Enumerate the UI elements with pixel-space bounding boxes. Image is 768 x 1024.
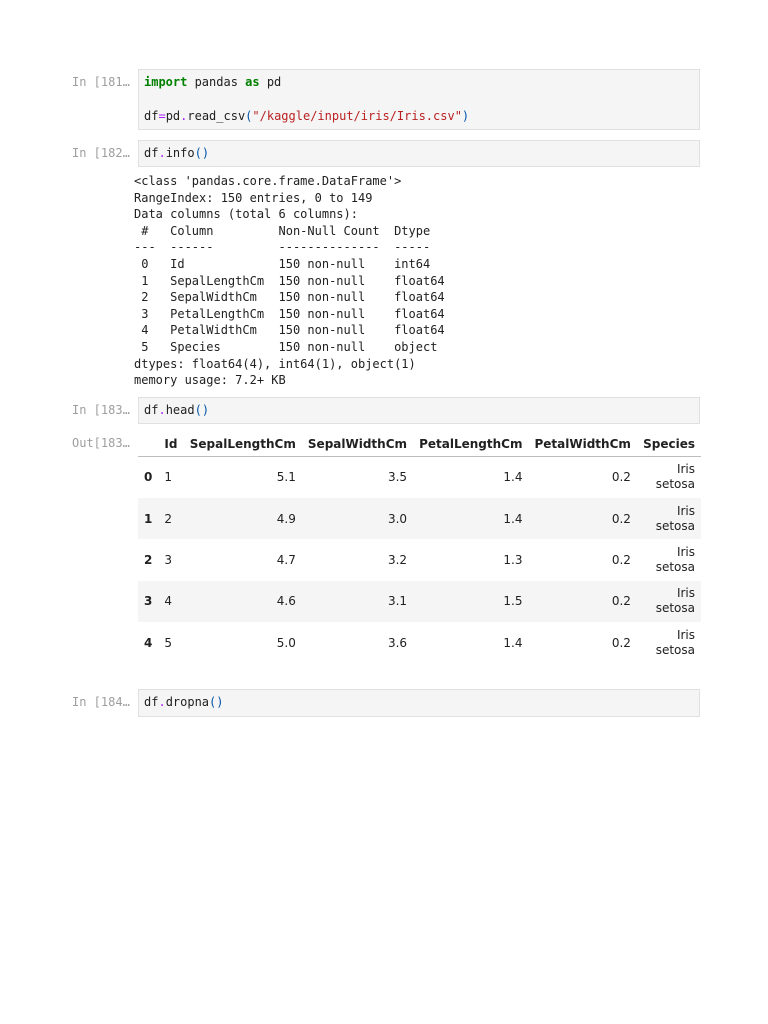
col-header-sepal-width: SepalWidthCm [302, 432, 413, 457]
cell-183-prompt: In [183… [72, 403, 130, 417]
dataframe-output [138, 432, 701, 672]
cell-sepal-width: 3.2 [387, 552, 408, 567]
cell-sepal-length: 4.9 [276, 511, 296, 526]
table-row [138, 539, 701, 580]
cell-petal-width: 0.2 [611, 511, 631, 526]
cell-sepal-width: 3.0 [387, 511, 408, 526]
cell-181-prompt: In [181… [72, 75, 130, 89]
cell-species: Iris setosa [655, 544, 695, 574]
col-header-petal-width: PetalWidthCm [528, 432, 636, 457]
col-header-index [138, 432, 158, 457]
cell-id: 3 [164, 552, 173, 567]
row-index: 2 [144, 552, 153, 567]
col-header-species: Species [637, 432, 701, 457]
table-header-row [138, 432, 701, 457]
row-index: 0 [144, 470, 153, 485]
cell-species: Iris setosa [655, 586, 695, 616]
cell-184-input[interactable]: df.dropna() [138, 689, 700, 717]
col-header-petal-length: PetalLengthCm [413, 432, 528, 457]
dataframe-table [138, 432, 701, 663]
cell-species: Iris setosa [655, 462, 695, 492]
cell-sepal-length: 4.7 [276, 552, 296, 567]
cell-petal-length: 1.5 [503, 594, 523, 609]
cell-183-out-prompt: Out[183… [72, 436, 130, 450]
cell-182-prompt: In [182… [72, 146, 130, 160]
cell-id: 2 [164, 511, 173, 526]
cell-sepal-length: 4.6 [276, 594, 296, 609]
cell-184-prompt: In [184… [72, 695, 130, 709]
table-row [138, 622, 701, 663]
cell-petal-length: 1.3 [503, 552, 523, 567]
cell-181-input[interactable]: import pandas as pd df=pd.read_csv("/kaggle/input/iris/Iris.csv") [138, 69, 700, 130]
cell-petal-width: 0.2 [611, 552, 631, 567]
cell-petal-width: 0.2 [611, 470, 631, 485]
row-index: 4 [144, 635, 153, 650]
row-index: 1 [144, 511, 153, 526]
table-row [138, 457, 701, 498]
cell-petal-length: 1.4 [503, 511, 523, 526]
cell-petal-length: 1.4 [503, 470, 523, 485]
cell-species: Iris setosa [655, 503, 695, 533]
cell-species: Iris setosa [655, 627, 695, 657]
cell-182-output: <class 'pandas.core.frame.DataFrame'> RangeIndex: 150 entries, 0 to 149 Data columns (total 6 columns): # Column Non-Null Count Dtype --- ------ -------------- ----- 0 Id 150 non-null int64 1 SepalLengthCm 150 non-null float64 2 SepalWidthCm 150 non-null float64 3 PetalLengthCm 150 non-null float64 4 PetalWidthCm 150 non-null float64 5 Species 150 non-null object dtypes: float64(4), int64(1), object(1) memory usage: 7.2+ KB [134, 174, 445, 388]
table-row [138, 581, 701, 622]
cell-petal-length: 1.4 [503, 635, 523, 650]
row-index: 3 [144, 594, 153, 609]
cell-petal-width: 0.2 [611, 594, 631, 609]
cell-id: 4 [164, 594, 173, 609]
col-header-id: Id [158, 432, 183, 457]
cell-sepal-width: 3.6 [387, 635, 408, 650]
cell-sepal-length: 5.0 [276, 635, 296, 650]
cell-sepal-width: 3.1 [387, 594, 408, 609]
table-row [138, 498, 701, 539]
cell-183-input[interactable]: df.head() [138, 397, 700, 424]
cell-sepal-length: 5.1 [276, 470, 296, 485]
cell-petal-width: 0.2 [611, 635, 631, 650]
col-header-sepal-length: SepalLengthCm [184, 432, 302, 457]
cell-sepal-width: 3.5 [387, 470, 408, 485]
cell-id: 5 [164, 635, 173, 650]
cell-182-input[interactable]: df.info() [138, 140, 700, 167]
cell-id: 1 [164, 470, 173, 485]
